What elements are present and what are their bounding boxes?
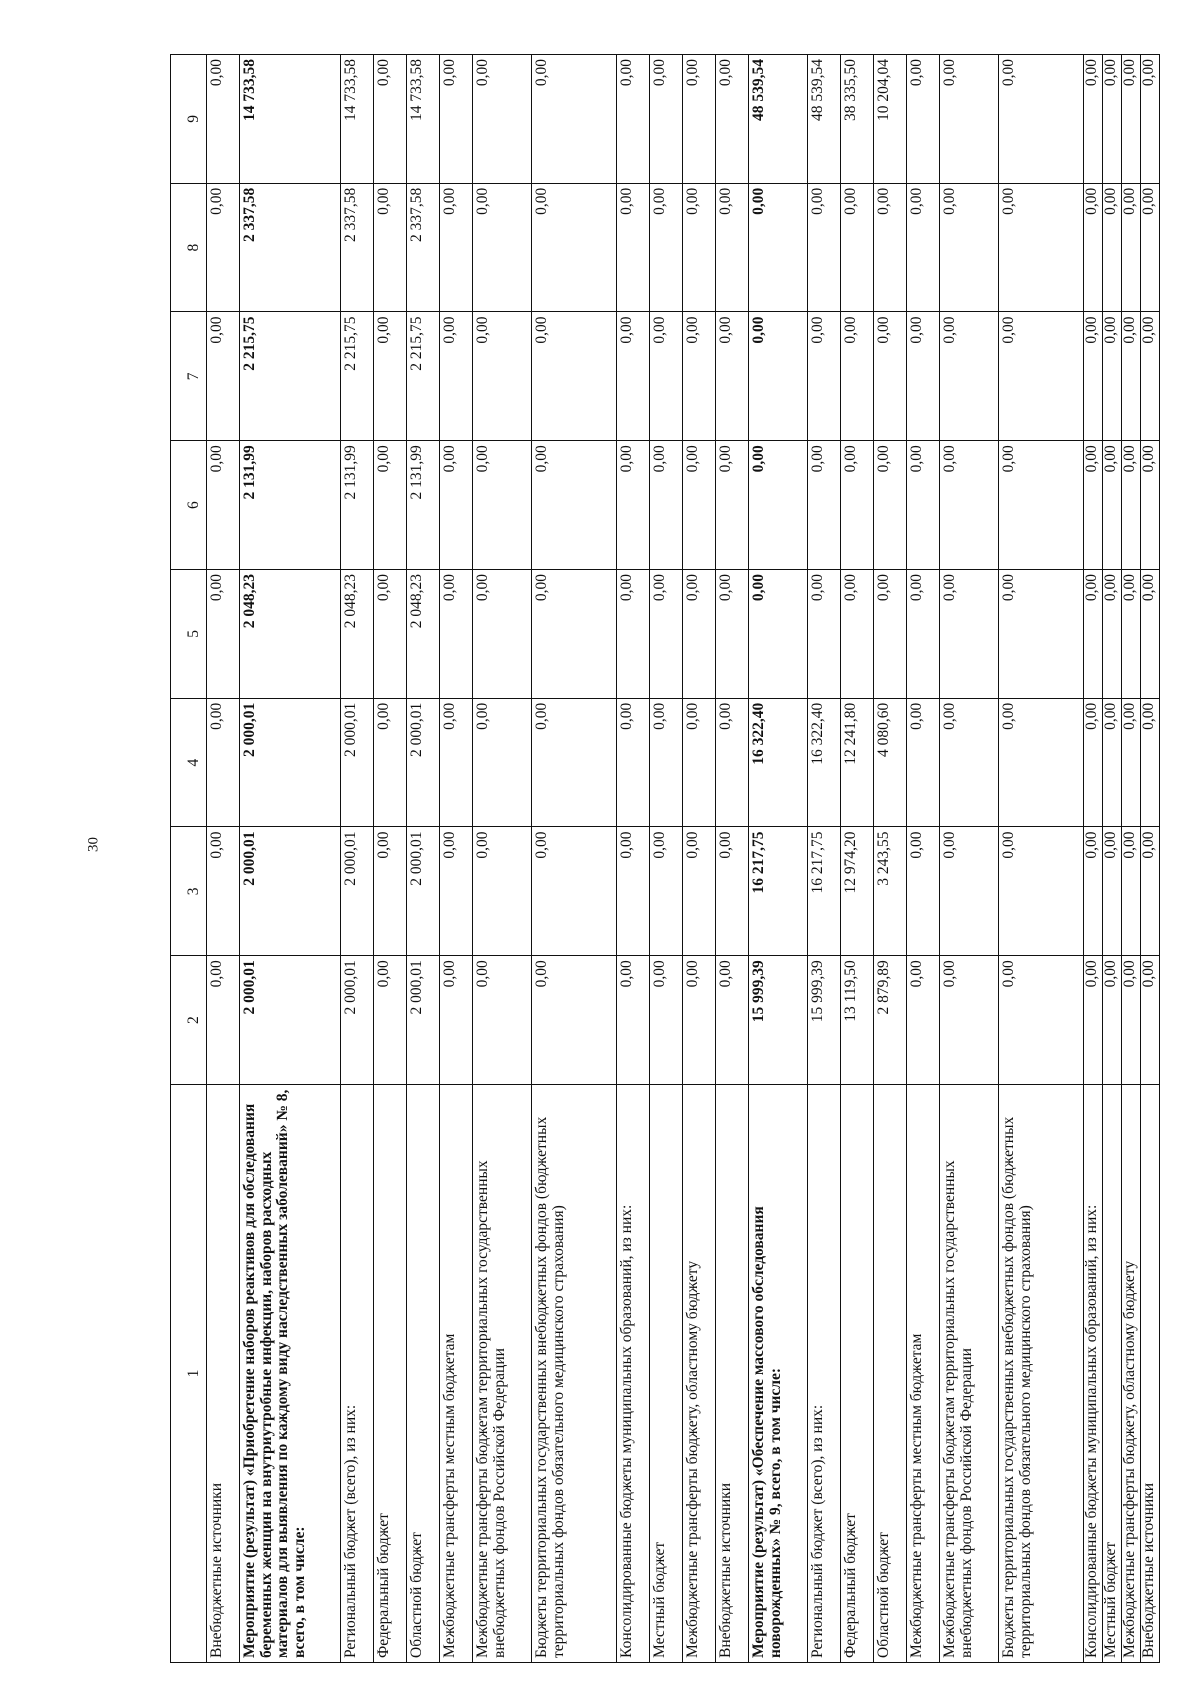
value-cell: 0,00 [683, 312, 716, 441]
value-cell: 48 539,54 [808, 55, 841, 184]
value-cell: 16 322,40 [749, 698, 808, 827]
value-cell: 0,00 [940, 55, 999, 184]
value-cell: 15 999,39 [749, 956, 808, 1085]
value-cell: 2 048,23 [407, 570, 440, 699]
value-cell: 0,00 [532, 698, 617, 827]
value-cell: 2 048,23 [341, 570, 374, 699]
value-cell: 0,00 [716, 312, 749, 441]
value-cell: 2 131,99 [407, 441, 440, 570]
value-cell: 14 733,58 [341, 55, 374, 184]
value-cell: 0,00 [440, 312, 473, 441]
value-cell: 0,00 [617, 312, 650, 441]
value-cell: 0,00 [716, 183, 749, 312]
value-cell: 0,00 [716, 827, 749, 956]
value-cell: 0,00 [841, 570, 874, 699]
row-label: Мероприятие (результат) «Обеспечение массового обследования новорожденных» № 9, всего, в том числе: [749, 1085, 808, 1663]
value-cell: 0,00 [1103, 312, 1122, 441]
row-label: Внебюджетные источники [716, 1085, 749, 1663]
row-label: Региональный бюджет (всего), из них: [808, 1085, 841, 1663]
table-row [617, 55, 650, 1663]
value-cell: 0,00 [1084, 55, 1103, 184]
value-cell: 0,00 [440, 698, 473, 827]
value-cell: 48 539,54 [749, 55, 808, 184]
value-cell: 0,00 [1103, 698, 1122, 827]
row-label: Федеральный бюджет [374, 1085, 407, 1663]
value-cell: 0,00 [374, 698, 407, 827]
value-cell: 0,00 [940, 570, 999, 699]
table-row [683, 55, 716, 1663]
value-cell: 0,00 [999, 441, 1084, 570]
value-cell: 0,00 [940, 698, 999, 827]
value-cell: 0,00 [683, 441, 716, 570]
table-row [940, 55, 999, 1663]
header-cell: 1 [171, 1085, 207, 1663]
row-label: Межбюджетные трансферты бюджету, областному бюджету [683, 1085, 716, 1663]
value-cell: 4 080,60 [874, 698, 907, 827]
value-cell: 0,00 [617, 55, 650, 184]
value-cell: 0,00 [1084, 956, 1103, 1085]
value-cell: 0,00 [874, 183, 907, 312]
value-cell: 38 335,50 [841, 55, 874, 184]
value-cell: 0,00 [683, 956, 716, 1085]
table-row [874, 55, 907, 1663]
value-cell: 0,00 [1084, 698, 1103, 827]
row-label: Межбюджетные трансферты местным бюджетам [907, 1085, 940, 1663]
value-cell: 0,00 [841, 312, 874, 441]
value-cell: 0,00 [999, 570, 1084, 699]
value-cell: 2 215,75 [407, 312, 440, 441]
table-body [207, 55, 1160, 1663]
row-label: Бюджеты территориальных государственных внебюджетных фондов (бюджетных территориальных фондов обязательного медицинского страхования) [999, 1085, 1084, 1663]
value-cell: 0,00 [716, 698, 749, 827]
value-cell: 0,00 [650, 312, 683, 441]
value-cell: 16 217,75 [749, 827, 808, 956]
value-cell: 0,00 [617, 827, 650, 956]
value-cell: 2 337,58 [407, 183, 440, 312]
value-cell: 0,00 [683, 698, 716, 827]
value-cell: 2 131,99 [240, 441, 341, 570]
value-cell: 0,00 [999, 312, 1084, 441]
value-cell: 0,00 [808, 183, 841, 312]
value-cell: 0,00 [1084, 441, 1103, 570]
value-cell: 14 733,58 [240, 55, 341, 184]
value-cell: 0,00 [473, 698, 532, 827]
value-cell: 0,00 [374, 570, 407, 699]
row-label: Областной бюджет [407, 1085, 440, 1663]
header-cell: 9 [171, 55, 207, 184]
value-cell: 0,00 [683, 55, 716, 184]
value-cell: 0,00 [473, 570, 532, 699]
value-cell: 2 000,01 [240, 698, 341, 827]
value-cell: 0,00 [683, 183, 716, 312]
value-cell: 2 000,01 [407, 956, 440, 1085]
value-cell: 0,00 [999, 698, 1084, 827]
value-cell: 0,00 [1122, 183, 1141, 312]
table-row [1122, 55, 1141, 1663]
value-cell: 0,00 [374, 55, 407, 184]
value-cell: 14 733,58 [407, 55, 440, 184]
value-cell: 0,00 [440, 827, 473, 956]
value-cell: 0,00 [1141, 441, 1160, 570]
row-label: Межбюджетные трансферты бюджету, областному бюджету [1122, 1085, 1141, 1663]
value-cell: 0,00 [907, 441, 940, 570]
row-label: Консолидированные бюджеты муниципальных образований, из них: [1084, 1085, 1103, 1663]
value-cell: 0,00 [1141, 956, 1160, 1085]
row-label: Областной бюджет [874, 1085, 907, 1663]
row-label: Мероприятие (результат) «Приобретение наборов реактивов для обследования беременных женщин на внутриутробные инфекции, наборов расходных материалов для выявления по каждому виду наследственных заболеваний» № 8, всего, в том числе: [240, 1085, 341, 1663]
value-cell: 0,00 [207, 698, 240, 827]
value-cell: 0,00 [1103, 956, 1122, 1085]
value-cell: 0,00 [1141, 570, 1160, 699]
value-cell: 0,00 [650, 441, 683, 570]
value-cell: 0,00 [1084, 570, 1103, 699]
header-cell: 8 [171, 183, 207, 312]
value-cell: 0,00 [907, 956, 940, 1085]
table-row [808, 55, 841, 1663]
value-cell: 0,00 [532, 956, 617, 1085]
value-cell: 0,00 [617, 183, 650, 312]
value-cell: 16 322,40 [808, 698, 841, 827]
value-cell: 0,00 [1141, 55, 1160, 184]
value-cell: 0,00 [999, 827, 1084, 956]
row-label: Внебюджетные источники [1141, 1085, 1160, 1663]
row-label: Местный бюджет [1103, 1085, 1122, 1663]
value-cell: 0,00 [473, 55, 532, 184]
value-cell: 0,00 [1122, 55, 1141, 184]
table-row [749, 55, 808, 1663]
value-cell: 2 000,01 [341, 956, 374, 1085]
value-cell: 0,00 [207, 956, 240, 1085]
value-cell: 0,00 [940, 441, 999, 570]
value-cell: 2 000,01 [341, 698, 374, 827]
value-cell: 15 999,39 [808, 956, 841, 1085]
header-cell: 4 [171, 698, 207, 827]
table-row [716, 55, 749, 1663]
value-cell: 0,00 [207, 312, 240, 441]
value-cell: 2 879,89 [874, 956, 907, 1085]
value-cell: 0,00 [940, 312, 999, 441]
table-row [841, 55, 874, 1663]
header-cell: 6 [171, 441, 207, 570]
value-cell: 0,00 [999, 55, 1084, 184]
value-cell: 0,00 [650, 827, 683, 956]
value-cell: 12 241,80 [841, 698, 874, 827]
value-cell: 0,00 [907, 570, 940, 699]
value-cell: 0,00 [1122, 956, 1141, 1085]
value-cell: 0,00 [940, 956, 999, 1085]
value-cell: 0,00 [473, 956, 532, 1085]
value-cell: 0,00 [532, 570, 617, 699]
value-cell: 2 337,58 [240, 183, 341, 312]
value-cell: 2 337,58 [341, 183, 374, 312]
value-cell: 2 000,01 [407, 698, 440, 827]
value-cell: 0,00 [1141, 312, 1160, 441]
value-cell: 0,00 [617, 956, 650, 1085]
table-row [473, 55, 532, 1663]
value-cell: 0,00 [1103, 441, 1122, 570]
value-cell: 0,00 [716, 956, 749, 1085]
table-row [374, 55, 407, 1663]
value-cell: 0,00 [374, 441, 407, 570]
value-cell: 2 000,01 [240, 956, 341, 1085]
table-row [1103, 55, 1122, 1663]
value-cell: 0,00 [716, 441, 749, 570]
value-cell: 0,00 [650, 698, 683, 827]
value-cell: 0,00 [617, 570, 650, 699]
value-cell: 0,00 [374, 827, 407, 956]
table-row [650, 55, 683, 1663]
row-label: Межбюджетные трансферты бюджетам территориальных государственных внебюджетных фондов Российской Федерации [473, 1085, 532, 1663]
value-cell: 0,00 [874, 312, 907, 441]
table-row [407, 55, 440, 1663]
value-cell: 0,00 [1103, 827, 1122, 956]
row-label: Бюджеты территориальных государственных внебюджетных фондов (бюджетных территориальных фондов обязательного медицинского страхования) [532, 1085, 617, 1663]
row-label: Межбюджетные трансферты местным бюджетам [440, 1085, 473, 1663]
value-cell: 10 204,04 [874, 55, 907, 184]
value-cell: 0,00 [207, 827, 240, 956]
value-cell: 0,00 [440, 441, 473, 570]
value-cell: 0,00 [907, 312, 940, 441]
value-cell: 0,00 [1122, 312, 1141, 441]
row-label: Внебюджетные источники [207, 1085, 240, 1663]
value-cell: 0,00 [907, 698, 940, 827]
value-cell: 2 048,23 [240, 570, 341, 699]
value-cell: 0,00 [1084, 827, 1103, 956]
value-cell: 0,00 [1141, 827, 1160, 956]
value-cell: 2 215,75 [341, 312, 374, 441]
value-cell: 0,00 [808, 570, 841, 699]
value-cell: 0,00 [532, 55, 617, 184]
row-label: Консолидированные бюджеты муниципальных образований, из них: [617, 1085, 650, 1663]
value-cell: 0,00 [1084, 312, 1103, 441]
value-cell: 0,00 [207, 183, 240, 312]
budget-table [170, 54, 1160, 1663]
table-row [532, 55, 617, 1663]
value-cell: 13 119,50 [841, 956, 874, 1085]
value-cell: 0,00 [716, 55, 749, 184]
value-cell: 0,00 [907, 183, 940, 312]
row-label: Межбюджетные трансферты бюджетам территориальных государственных внебюджетных фондов Российской Федерации [940, 1085, 999, 1663]
value-cell: 0,00 [207, 570, 240, 699]
value-cell: 0,00 [683, 570, 716, 699]
value-cell: 0,00 [1122, 441, 1141, 570]
table-row [341, 55, 374, 1663]
table-row [907, 55, 940, 1663]
value-cell: 0,00 [532, 827, 617, 956]
value-cell: 0,00 [473, 312, 532, 441]
value-cell: 0,00 [1141, 183, 1160, 312]
value-cell: 0,00 [1103, 55, 1122, 184]
value-cell: 2 000,01 [407, 827, 440, 956]
value-cell: 0,00 [374, 312, 407, 441]
value-cell: 16 217,75 [808, 827, 841, 956]
value-cell: 2 000,01 [240, 827, 341, 956]
row-label: Региональный бюджет (всего), из них: [341, 1085, 374, 1663]
value-cell: 3 243,55 [874, 827, 907, 956]
rotated-page-content [170, 55, 1174, 1663]
value-cell: 0,00 [1084, 183, 1103, 312]
value-cell: 0,00 [473, 827, 532, 956]
value-cell: 0,00 [532, 183, 617, 312]
value-cell: 0,00 [874, 441, 907, 570]
value-cell: 0,00 [440, 183, 473, 312]
value-cell: 0,00 [874, 570, 907, 699]
page-number: 30 [85, 837, 102, 852]
value-cell: 0,00 [808, 441, 841, 570]
value-cell: 0,00 [532, 441, 617, 570]
value-cell: 0,00 [907, 827, 940, 956]
value-cell: 0,00 [999, 956, 1084, 1085]
value-cell: 0,00 [749, 312, 808, 441]
value-cell: 0,00 [617, 441, 650, 570]
value-cell: 0,00 [749, 441, 808, 570]
value-cell: 0,00 [841, 441, 874, 570]
value-cell: 0,00 [650, 55, 683, 184]
value-cell: 0,00 [207, 55, 240, 184]
value-cell: 0,00 [907, 55, 940, 184]
value-cell: 0,00 [374, 183, 407, 312]
value-cell: 0,00 [617, 698, 650, 827]
row-label: Местный бюджет [650, 1085, 683, 1663]
value-cell: 0,00 [440, 956, 473, 1085]
table-row [1141, 55, 1160, 1663]
value-cell: 0,00 [650, 183, 683, 312]
table-row [240, 55, 341, 1663]
value-cell: 0,00 [532, 312, 617, 441]
value-cell: 0,00 [1103, 183, 1122, 312]
table-row [440, 55, 473, 1663]
header-cell: 5 [171, 570, 207, 699]
value-cell: 2 131,99 [341, 441, 374, 570]
value-cell: 0,00 [841, 183, 874, 312]
table-row [999, 55, 1084, 1663]
value-cell: 0,00 [473, 183, 532, 312]
value-cell: 0,00 [999, 183, 1084, 312]
value-cell: 0,00 [650, 570, 683, 699]
value-cell: 2 215,75 [240, 312, 341, 441]
value-cell: 0,00 [940, 827, 999, 956]
header-cell: 3 [171, 827, 207, 956]
value-cell: 0,00 [749, 570, 808, 699]
header-cell: 7 [171, 312, 207, 441]
value-cell: 12 974,20 [841, 827, 874, 956]
value-cell: 0,00 [374, 956, 407, 1085]
value-cell: 0,00 [440, 55, 473, 184]
value-cell: 2 000,01 [341, 827, 374, 956]
value-cell: 0,00 [683, 827, 716, 956]
value-cell: 0,00 [1122, 827, 1141, 956]
value-cell: 0,00 [473, 441, 532, 570]
value-cell: 0,00 [207, 441, 240, 570]
header-row [171, 55, 207, 1663]
value-cell: 0,00 [749, 183, 808, 312]
header-cell: 2 [171, 956, 207, 1085]
value-cell: 0,00 [808, 312, 841, 441]
value-cell: 0,00 [716, 570, 749, 699]
value-cell: 0,00 [940, 183, 999, 312]
value-cell: 0,00 [1103, 570, 1122, 699]
table-row [207, 55, 240, 1663]
table-row [1084, 55, 1103, 1663]
value-cell: 0,00 [650, 956, 683, 1085]
value-cell: 0,00 [1141, 698, 1160, 827]
row-label: Федеральный бюджет [841, 1085, 874, 1663]
value-cell: 0,00 [1122, 698, 1141, 827]
value-cell: 0,00 [440, 570, 473, 699]
value-cell: 0,00 [1122, 570, 1141, 699]
